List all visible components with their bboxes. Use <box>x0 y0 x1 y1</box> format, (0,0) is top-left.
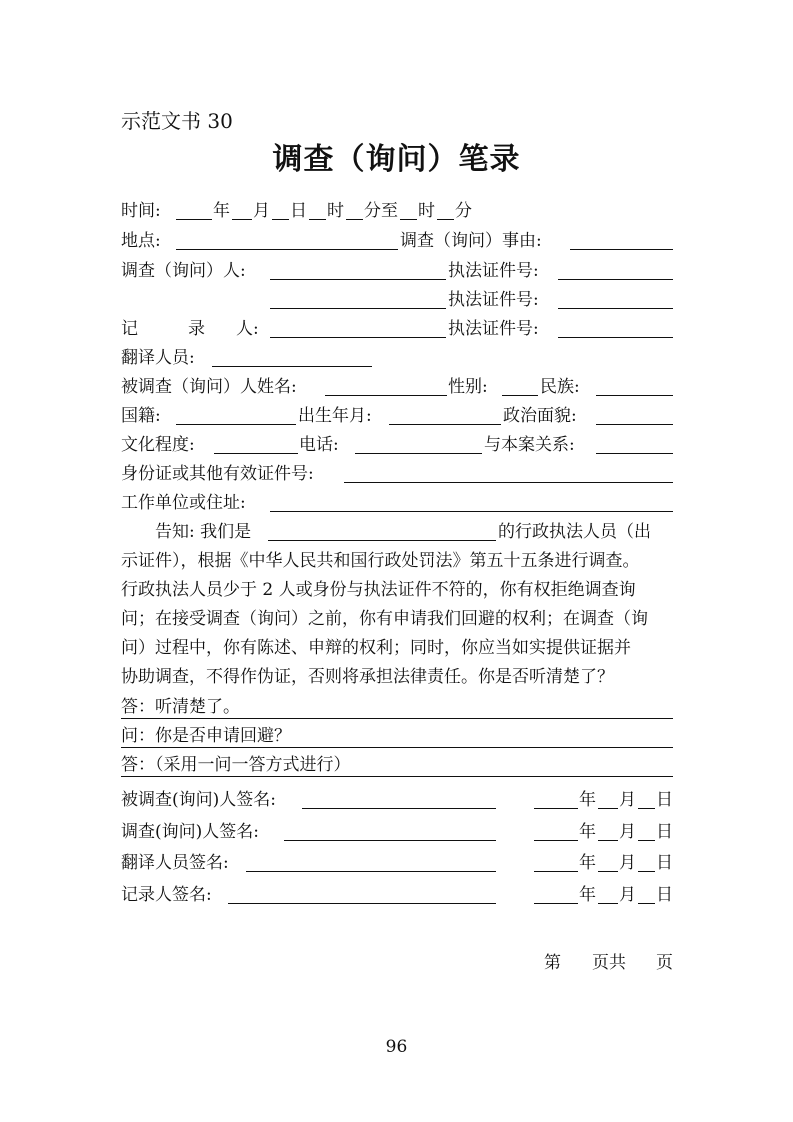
time-label: 时间: <box>121 201 161 221</box>
investigator-cert-blank[interactable] <box>558 279 673 280</box>
sig-day-text: 日 <box>656 790 673 810</box>
signature-blank[interactable] <box>246 871 496 872</box>
sig-year-text: 年 <box>579 885 596 905</box>
notice-prefix: 告知: 我们是 <box>155 522 252 542</box>
gender-label: 性别: <box>448 377 488 397</box>
answer-line-1[interactable]: 答：听清楚了。 <box>121 696 673 719</box>
investigator-blank[interactable] <box>270 279 446 280</box>
sig-day-blank[interactable] <box>638 840 655 841</box>
day-blank[interactable] <box>272 219 289 220</box>
page-count-ye-gong: 页共 <box>592 953 626 973</box>
agency-blank[interactable] <box>268 540 496 541</box>
signature-blank[interactable] <box>284 840 496 841</box>
signature-label: 调查(询问)人签名: <box>121 822 259 842</box>
investigator2-cert-label: 执法证件号: <box>448 290 539 310</box>
phone-label: 电话: <box>299 435 339 455</box>
sig-year-text: 年 <box>579 853 596 873</box>
minute2-text: 分 <box>455 201 472 221</box>
investigator2-cert-blank[interactable] <box>558 308 673 309</box>
minute2-blank[interactable] <box>437 219 454 220</box>
sig-year-text: 年 <box>579 822 596 842</box>
subject-name-label: 被调查（询问）人姓名: <box>121 377 297 397</box>
sig-month-text: 月 <box>619 885 636 905</box>
signature-blank[interactable] <box>228 903 496 904</box>
sig-month-blank[interactable] <box>598 871 618 872</box>
month-blank[interactable] <box>232 219 252 220</box>
politics-label: 政治面貌: <box>503 406 577 426</box>
signature-label: 被调查(询问)人签名: <box>121 790 276 810</box>
translator-label: 翻译人员: <box>121 348 195 368</box>
birth-label: 出生年月: <box>298 406 372 426</box>
sig-year-blank[interactable] <box>534 840 578 841</box>
sig-day-blank[interactable] <box>638 903 655 904</box>
sig-month-text: 月 <box>619 822 636 842</box>
sig-year-blank[interactable] <box>534 808 578 809</box>
relation-blank[interactable] <box>596 453 673 454</box>
notice-line-2: 示证件），根据《中华人民共和国行政处罚法》第五十五条进行调查。 <box>121 551 640 571</box>
page-title: 调查（询问）笔录 <box>272 142 521 177</box>
ethnicity-blank[interactable] <box>596 395 673 396</box>
education-label: 文化程度: <box>121 435 195 455</box>
year-blank[interactable] <box>176 219 212 220</box>
document-label: 示范文书 30 <box>121 109 233 133</box>
recorder-cert-label: 执法证件号: <box>448 319 539 339</box>
signature-label: 记录人签名: <box>121 885 212 905</box>
month-text: 月 <box>253 201 270 221</box>
relation-label: 与本案关系: <box>484 435 575 455</box>
translator-blank[interactable] <box>212 366 372 367</box>
hour2-text: 时 <box>418 201 435 221</box>
subject-name-blank[interactable] <box>325 395 447 396</box>
hour-text: 时 <box>327 201 344 221</box>
sig-day-text: 日 <box>656 853 673 873</box>
address-label: 工作单位或住址: <box>121 493 246 513</box>
id-label: 身份证或其他有效证件号: <box>121 464 314 484</box>
day-text: 日 <box>290 201 307 221</box>
page-number: 96 <box>385 1037 408 1057</box>
sig-year-text: 年 <box>579 790 596 810</box>
politics-blank[interactable] <box>596 424 673 425</box>
answer-line-2[interactable]: 答：（采用一问一答方式进行） <box>121 754 673 777</box>
gender-blank[interactable] <box>502 395 538 396</box>
sig-month-text: 月 <box>619 853 636 873</box>
sig-year-blank[interactable] <box>534 871 578 872</box>
page-count-di: 第 <box>544 953 561 973</box>
investigator2-blank[interactable] <box>270 308 446 309</box>
hour-blank[interactable] <box>309 219 326 220</box>
phone-blank[interactable] <box>355 453 482 454</box>
recorder-cert-blank[interactable] <box>558 337 673 338</box>
signature-label: 翻译人员签名: <box>121 853 229 873</box>
address-blank[interactable] <box>270 511 673 512</box>
cause-blank[interactable] <box>570 249 673 250</box>
hour2-blank[interactable] <box>400 219 417 220</box>
sig-year-blank[interactable] <box>534 903 578 904</box>
nationality-label: 国籍: <box>121 406 161 426</box>
location-label: 地点: <box>121 231 161 251</box>
sig-month-blank[interactable] <box>598 903 618 904</box>
notice-line-6: 协助调查，不得作伪证，否则将承担法律责任。你是否听清楚了？ <box>121 667 614 687</box>
notice-line-3: 行政执法人员少于 2 人或身份与执法证件不符的，你有权拒绝调查询 <box>121 580 636 600</box>
education-blank[interactable] <box>214 453 298 454</box>
sig-month-blank[interactable] <box>598 840 618 841</box>
notice-line1-end: 的行政执法人员（出 <box>498 522 651 542</box>
sig-day-text: 日 <box>656 885 673 905</box>
cause-label: 调查（询问）事由: <box>400 231 542 251</box>
page-count-ye: 页 <box>656 953 673 973</box>
notice-line-5: 问）过程中，你有陈述、申辩的权利；同时，你应当如实提供证据并 <box>121 638 631 658</box>
recorder-label-1: 记 <box>121 319 138 339</box>
ethnicity-label: 民族: <box>540 377 580 397</box>
sig-day-blank[interactable] <box>638 871 655 872</box>
location-blank[interactable] <box>176 249 398 250</box>
nationality-blank[interactable] <box>176 424 296 425</box>
year-text: 年 <box>213 201 230 221</box>
recorder-blank[interactable] <box>270 337 446 338</box>
recorder-label-3: 人: <box>236 319 259 339</box>
minute-blank[interactable] <box>346 219 363 220</box>
sig-month-text: 月 <box>619 790 636 810</box>
sig-day-blank[interactable] <box>638 808 655 809</box>
signature-blank[interactable] <box>302 808 496 809</box>
minute-text: 分至 <box>364 201 398 221</box>
investigator-label: 调查（询问）人: <box>121 261 246 281</box>
notice-line-4: 问；在接受调查（询问）之前，你有申请我们回避的权利；在调查（询 <box>121 609 648 629</box>
investigator-cert-label: 执法证件号: <box>448 261 539 281</box>
id-blank[interactable] <box>344 482 673 483</box>
recorder-label-2: 录 <box>188 319 205 339</box>
sig-day-text: 日 <box>656 822 673 842</box>
sig-month-blank[interactable] <box>598 808 618 809</box>
question-line[interactable]: 问：你是否申请回避？ <box>121 725 673 748</box>
birth-blank[interactable] <box>389 424 501 425</box>
